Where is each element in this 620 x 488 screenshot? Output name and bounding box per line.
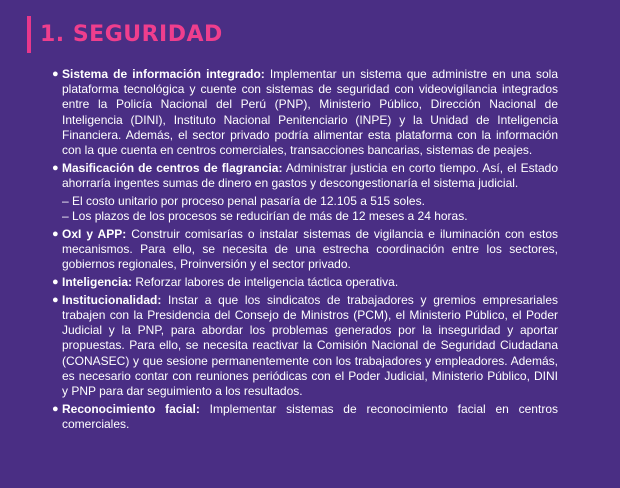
proposal-list xyxy=(52,67,559,435)
sub-item: – El costo unitario por proceso penal pasaría de 12.105 a 515 soles. xyxy=(62,194,425,209)
bullet-icon: ● xyxy=(52,293,59,306)
item-text: Implementar un sistema que administre en una sola plataforma tecnológica y cuente con sistemas de seguridad con videovigilancia integrados entre la Policía Nacional del Perú (PNP), Ministerio Público, Dirección Nacional de Inteligencia (DINI), Instituto Nacional Penitenciario (INPE) y la Unidad de Inteligencia Financiera. Además, el sector privado podría alimentar esta plataforma con la información con la que cuenta en centros comerciales, transacciones bancarias, sistemas de peajes. xyxy=(62,67,559,158)
item-term: Masificación de centros de flagrancia: xyxy=(62,160,283,175)
sub-item: – Los plazos de los procesos se reducirían de más de 12 meses a 24 horas. xyxy=(62,209,468,224)
item-text: Administrar justicia en corto tiempo. Así, el Estado ahorraría ingentes sumas de dinero en gastos y descongestionaría el sistema judicial. xyxy=(62,160,558,190)
bullet-icon: ● xyxy=(52,402,59,415)
bullet-icon: ● xyxy=(52,161,59,174)
section-accent-bar xyxy=(27,16,31,53)
sub-list xyxy=(62,194,558,224)
list-item-oxi-app xyxy=(52,227,558,273)
item-text: Instar a que los sindicatos de trabajadores y gremios empresariales trabajen con la Presidencia del Consejo de Ministros (PCM), el Ministerio Público, el Poder Judicial y la PNP, para abordar los problemas generados por la inseguridad y aportar propuestas. Para ello, se necesita reactivar la Comisión Nacional de Seguridad Ciudadana (CONASEC) y que sesione permanentemente con los trabajadores y empleadores. Además, es necesario contar con reuniones periódicas con el Poder Judicial, Ministerio Público, DINI y PNP para dar seguimiento a los resultados. xyxy=(62,292,558,399)
bullet-icon: ● xyxy=(52,276,59,289)
item-term: Reconocimiento facial: xyxy=(62,401,200,416)
list-item-inteligencia xyxy=(52,275,558,290)
item-term: Institucionalidad: xyxy=(62,292,162,307)
item-text: Implementar sistemas de reconocimiento facial en centros comerciales. xyxy=(62,401,558,431)
list-item-flagrancia xyxy=(52,160,558,225)
list-item-informacion xyxy=(52,67,559,158)
bullet-icon: ● xyxy=(52,228,59,241)
item-term: Sistema de información integrado: xyxy=(62,67,265,81)
item-term: Inteligencia: xyxy=(62,275,133,290)
list-item-institucionalidad xyxy=(52,292,558,399)
item-term: OxI y APP: xyxy=(62,227,127,242)
item-text: Reforzar labores de inteligencia táctica operativa. xyxy=(132,275,399,290)
list-item-reconocimiento xyxy=(52,401,558,432)
item-text: Construir comisarías o instalar sistemas de vigilancia e iluminación con estos mecanismos. Para ello, se necesita de una estrecha coordinación entre los sectores, gobiernos regionales, Proinversión y el sector privado. xyxy=(62,227,558,272)
section-title: 1. SEGURIDAD xyxy=(40,22,223,47)
bullet-icon: ● xyxy=(52,68,59,80)
